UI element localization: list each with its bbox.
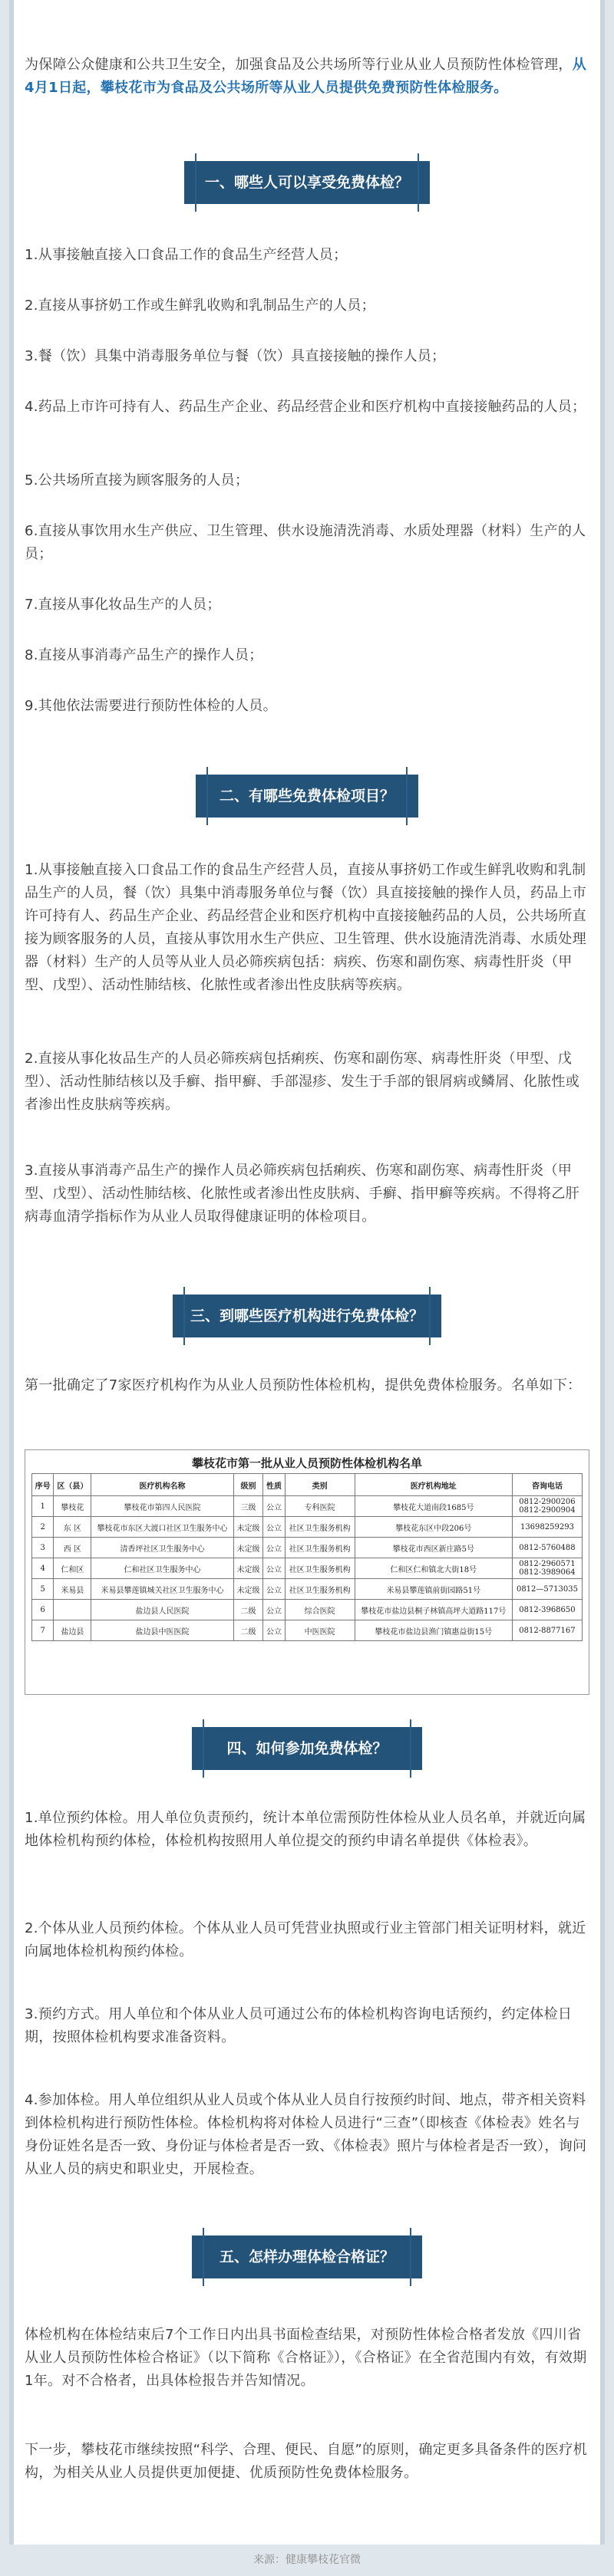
- org-table-header: 区（县）: [54, 1474, 91, 1496]
- who-item-8: 8.直接从事消毒产品生产的操作人员；: [25, 647, 263, 663]
- who-item-6: 6.直接从事饮用水生产供应、卫生管理、供水设施清洗消毒、水质处理器（材料）生产的人员；: [25, 523, 586, 562]
- table-cell: 攀枝花市东区大渡口社区卫生服务中心: [91, 1517, 233, 1538]
- orgs-intro: 第一批确定了7家医疗机构作为从业人员预防性体检机构，提供免费体检服务。名单如下：: [25, 1377, 582, 1393]
- table-row: [32, 1517, 583, 1538]
- table-cell: 西 区: [54, 1538, 91, 1558]
- section-3-banner: [173, 1295, 441, 1337]
- table-cell: 未定级: [233, 1579, 263, 1600]
- table-cell: 7: [32, 1620, 54, 1641]
- org-table-header: 序号: [32, 1474, 54, 1496]
- section-1-title: 一、哪些人可以享受免费体检？: [204, 174, 409, 191]
- who-item-5: 5.公共场所直接为顾客服务的人员；: [25, 472, 249, 489]
- table-row: [32, 1579, 583, 1600]
- table-row: [32, 1620, 583, 1641]
- table-cell: 攀枝花大道南段1685号: [355, 1496, 512, 1517]
- table-cell: 社区卫生服务机构: [285, 1538, 355, 1558]
- section-3-title: 三、到哪些医疗机构进行免费体检？: [190, 1308, 424, 1324]
- table-cell: 6: [32, 1600, 54, 1620]
- section-5-title: 五、怎样办理体检合格证？: [219, 2249, 394, 2265]
- table-cell: 未定级: [233, 1558, 263, 1579]
- table-cell: 公立: [263, 1496, 285, 1517]
- section-4-title: 四、如何参加免费体检？: [226, 1740, 388, 1757]
- table-cell: 0812—5713035: [512, 1579, 582, 1600]
- items-paragraph-1: 1.从事接触直接入口食品工作的食品生产经营人员，直接从事挤奶工作或生鲜乳收购和乳制品生产的人员，餐（饮）具集中消毒服务单位与餐（饮）具直接接触的操作人员，药品上市许可持有人、药品生产企业、药品经营企业和医疗机构中直接接触药品的人员，公共场所直接为顾客服务的人员，直接从事饮用水生产供应、卫生管理、供水设施清洗消毒、水质处理器（材料）生产的人员等从业人员必筛疾病包括：病疾、伤寒和副伤寒、病毒性肝炎（甲型、戊型）、活动性肺结核、化脓性或者渗出性皮肤病等疾病。: [25, 862, 586, 993]
- table-cell: 清香坪社区卫生服务中心: [91, 1538, 233, 1558]
- org-table: [31, 1473, 583, 1641]
- table-cell: 13698259293: [512, 1517, 582, 1538]
- source-footer: 来源：健康攀枝花官微: [253, 2554, 361, 2566]
- section-2-title: 二、有哪些免费体检项目？: [219, 788, 394, 804]
- how-item-1: 1.单位预约体检。用人单位负责预约，统计本单位需预防性体检从业人员名单，并就近向属地体检机构预约体检，体检机构按照用人单位提交的预约申请名单提供《体检表》。: [25, 1810, 586, 1849]
- org-table-header: 性质: [263, 1474, 285, 1496]
- table-cell: 0812-2900206 0812-2900904: [512, 1496, 582, 1517]
- table-cell: 中医医院: [285, 1620, 355, 1641]
- table-cell: 社区卫生服务机构: [285, 1579, 355, 1600]
- table-row: [32, 1538, 583, 1558]
- table-cell: 公立: [263, 1600, 285, 1620]
- who-item-1: 1.从事接触直接入口食品工作的食品生产经营人员；: [25, 247, 348, 263]
- table-cell: 二级: [233, 1600, 263, 1620]
- org-table-header: 医疗机构名称: [91, 1474, 233, 1496]
- table-cell: 三级: [233, 1496, 263, 1517]
- who-item-2: 2.直接从事挤奶工作或生鲜乳收购和乳制品生产的人员；: [25, 298, 375, 314]
- org-table-header: 类别: [285, 1474, 355, 1496]
- table-cell: 3: [32, 1538, 54, 1558]
- table-cell: 0812-2960571 0812-3989064: [512, 1558, 582, 1579]
- table-cell: 米易县攀莲镇前街园路51号: [355, 1579, 512, 1600]
- table-cell: 攀枝花市西区新庄路5号: [355, 1538, 512, 1558]
- org-table-title: 攀枝花市第一批从业人员预防性体检机构名单: [191, 1456, 422, 1470]
- table-cell: 未定级: [233, 1517, 263, 1538]
- table-cell: 社区卫生服务机构: [285, 1558, 355, 1579]
- table-cell: 攀枝花市第四人民医院: [91, 1496, 233, 1517]
- items-paragraph-2: 2.直接从事化妆品生产的人员必筛疾病包括痢疾、伤寒和副伤寒、病毒性肝炎（甲型、戊型）、活动性肺结核以及手癣、指甲癣、手部湿疹、发生于手部的银屑病或鳞屑、化脓性或者渗出性皮肤病等疾病。: [25, 1051, 579, 1113]
- table-cell: 东 区: [54, 1517, 91, 1538]
- section-4-banner: [192, 1727, 422, 1770]
- table-cell: 二级: [233, 1620, 263, 1641]
- intro-text: 为保障公众健康和公共卫生安全，加强食品及公共场所等行业从业人员预防性体检管理，: [25, 57, 573, 73]
- table-cell: [54, 1600, 91, 1620]
- table-cell: 公立: [263, 1558, 285, 1579]
- table-cell: 攀枝花市盐边县桐子林镇高坪大道路117号: [355, 1600, 512, 1620]
- table-cell: 1: [32, 1496, 54, 1517]
- items-paragraph-3: 3.直接从事消毒产品生产的操作人员必筛疾病包括痢疾、伤寒和副伤寒、病毒性肝炎（甲型、戊型）、活动性肺结核、化脓性或者渗出性皮肤病、手癣、指甲癣等疾病。不得将乙肝病毒血清学指标作为从业人员取得健康证明的体检项目。: [25, 1163, 579, 1225]
- table-row: [32, 1558, 583, 1579]
- intro-paragraph: [25, 54, 589, 100]
- table-cell: 仁和区: [54, 1558, 91, 1579]
- table-cell: 0812-5760488: [512, 1538, 582, 1558]
- how-item-3: 3.预约方式。用人单位和个体从业人员可通过公布的体检机构咨询电话预约，约定体检日期，按照体检机构要求准备资料。: [25, 2006, 573, 2045]
- certificate-paragraph-1: 体检机构在体检结束后7个工作日内出具书面检查结果，对预防性体检合格者发放《四川省从业人员预防性体检合格证》（以下简称《合格证》），《合格证》在全省范围内有效，有效期1年。对不合格者，出具体检报告并告知情况。: [25, 2327, 587, 2389]
- table-cell: 米易县攀莲镇城关社区卫生服务中心: [91, 1579, 233, 1600]
- table-cell: 综合医院: [285, 1600, 355, 1620]
- org-table-image: [25, 1449, 589, 1695]
- how-item-2: 2.个体从业人员预约体检。个体从业人员可凭营业执照或行业主管部门相关证明材料，就近向属地体检机构预约体检。: [25, 1920, 586, 1959]
- table-cell: 攀枝花: [54, 1496, 91, 1517]
- article-card: [9, 0, 605, 2545]
- table-cell: 攀枝花市盐边县渔门镇惠益街15号: [355, 1620, 512, 1641]
- table-cell: 专科医院: [285, 1496, 355, 1517]
- how-item-4: 4.参加体检。用人单位组织从业人员或个体从业人员自行按预约时间、地点，带齐相关资料到体检机构进行预防性体检。体检机构将对体检人员进行“三查”（即核查《体检表》姓名与身份证姓名是否一致、身份证与体检者是否一致、《体检表》照片与体检者是否一致），询问从业人员的病史和职业史，开展检查。: [25, 2092, 587, 2177]
- table-cell: 盐边县: [54, 1620, 91, 1641]
- table-cell: 4: [32, 1558, 54, 1579]
- table-cell: 公立: [263, 1538, 285, 1558]
- section-2-banner: [196, 775, 418, 818]
- section-1-banner: [184, 161, 430, 204]
- table-row: [32, 1600, 583, 1620]
- section-5-banner: [192, 2235, 422, 2278]
- table-cell: 2: [32, 1517, 54, 1538]
- article-content: [25, 0, 589, 2545]
- table-cell: 公立: [263, 1579, 285, 1600]
- org-table-header: 级别: [233, 1474, 263, 1496]
- table-cell: 0812-8877167: [512, 1620, 582, 1641]
- table-cell: 社区卫生服务机构: [285, 1517, 355, 1538]
- certificate-paragraph-2: 下一步，攀枝花市继续按照“科学、合理、便民、自愿”的原则，确定更多具备条件的医疗机构，为相关从业人员提供更加便捷、优质预防性免费体检服务。: [25, 2442, 587, 2481]
- table-cell: 盐边县中医医院: [91, 1620, 233, 1641]
- table-cell: 仁和区仁和镇北大街18号: [355, 1558, 512, 1579]
- table-row: [32, 1496, 583, 1517]
- table-cell: 5: [32, 1579, 54, 1600]
- table-cell: 攀枝花东区中段206号: [355, 1517, 512, 1538]
- who-item-9: 9.其他依法需要进行预防性体检的人员。: [25, 698, 277, 714]
- org-table-header: 咨询电话: [512, 1474, 582, 1496]
- table-cell: 盐边县人民医院: [91, 1600, 233, 1620]
- table-cell: 未定级: [233, 1538, 263, 1558]
- table-cell: 米易县: [54, 1579, 91, 1600]
- table-cell: 公立: [263, 1517, 285, 1538]
- org-table-header: 医疗机构地址: [355, 1474, 512, 1496]
- intro-highlight: 从4月1日起，攀枝花市为食品及公共场所等从业人员提供免费预防性体检服务。: [25, 57, 587, 96]
- who-item-3: 3.餐（饮）具集中消毒服务单位与餐（饮）具直接接触的操作人员；: [25, 348, 446, 364]
- table-cell: 0812-3968650: [512, 1600, 582, 1620]
- table-cell: 仁和社区卫生服务中心: [91, 1558, 233, 1579]
- who-item-4: 4.药品上市许可持有人、药品生产企业、药品经营企业和医疗机构中直接接触药品的人员；: [25, 399, 586, 415]
- table-cell: 公立: [263, 1620, 285, 1641]
- who-item-7: 7.直接从事化妆品生产的人员；: [25, 597, 221, 613]
